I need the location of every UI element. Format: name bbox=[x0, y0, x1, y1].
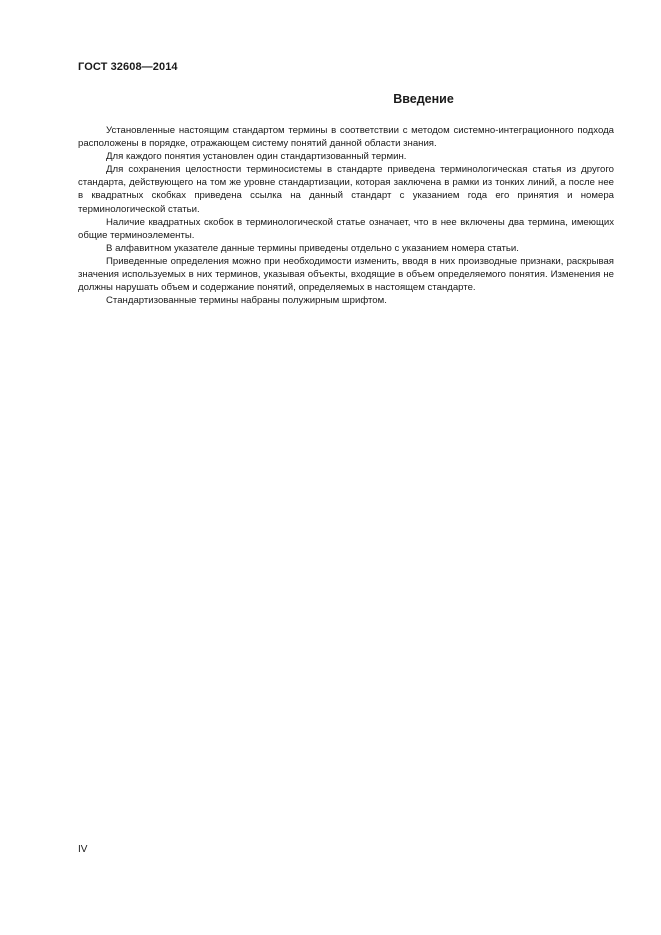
paragraph: Для каждого понятия установлен один стандартизованный термин. bbox=[106, 151, 407, 163]
section-title: Введение bbox=[393, 92, 454, 106]
paragraph: В алфавитном указателе данные термины приведены отдельно с указанием номера статьи. bbox=[106, 242, 519, 254]
paragraph: Для сохранения целостности терминосистемы в стандарте приведена терминологическая статья из другого стандарта, действующего на том же уровне стандартизации, которая заключена в рамки из тонких линий, а после нее в квадратных скобках приведена ссылка на данный стандарт с указанием года его принятия и номера терминологической статьи. bbox=[78, 164, 614, 215]
paragraph: Приведенные определения можно при необходимости изменить, вводя в них производные признаки, раскрывая значения используемых в них терминов, указывая объекты, входящие в объем определяемого понятия. Изменения не должны нарушать объем и содержание понятий, определяемых в настоящем стандарте. bbox=[78, 255, 614, 294]
paragraph: Наличие квадратных скобок в терминологической статье означает, что в нее включены два термина, имеющих общие терминоэлементы. bbox=[78, 216, 614, 241]
page-number: IV bbox=[78, 844, 88, 855]
paragraph: Установленные настоящим стандартом термины в соответствии с методом системно-интеграционного подхода расположены в порядке, отражающем систему понятий данной области знания. bbox=[78, 125, 614, 150]
paragraph: Стандартизованные термины набраны полужирным шрифтом. bbox=[106, 295, 387, 307]
section-body bbox=[78, 124, 614, 307]
standard-id-header: ГОСТ 32608—2014 bbox=[78, 61, 178, 73]
